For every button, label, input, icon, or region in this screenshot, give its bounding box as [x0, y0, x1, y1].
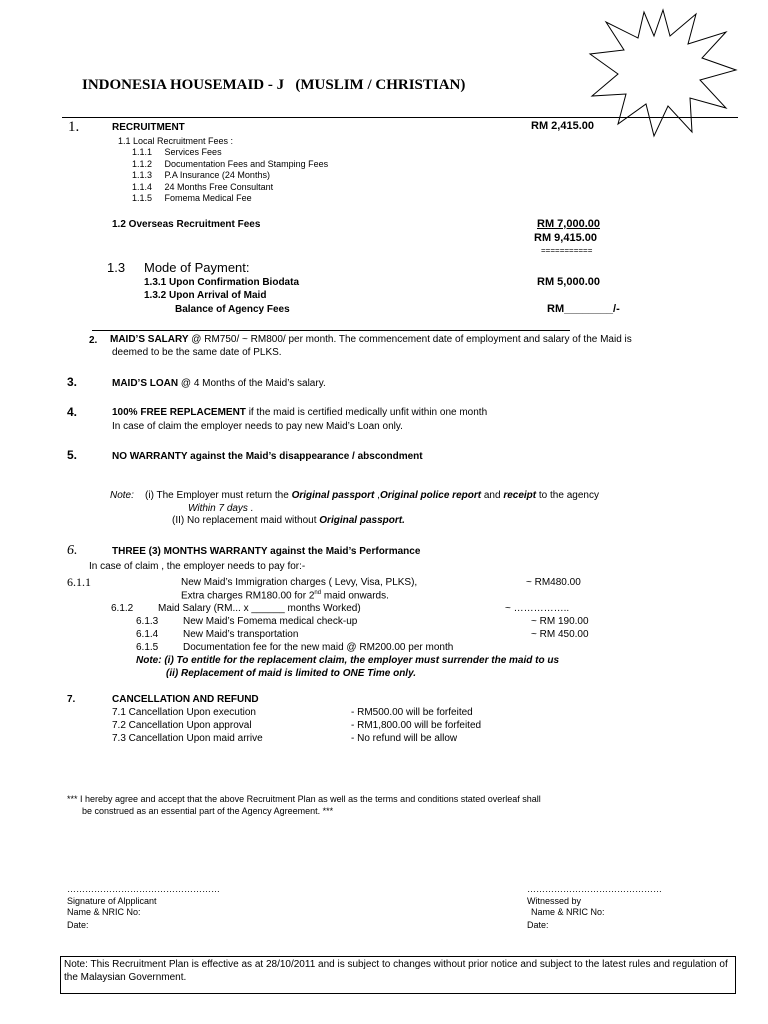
section-5-number: 5. [67, 448, 78, 462]
section-6-heading: THREE (3) MONTHS WARRANTY against the Maid’s Performance [112, 546, 421, 557]
section-6-intro: In case of claim , the employer needs to pay for:- [89, 561, 306, 572]
overseas-fees-amount: RM 7,000.00 [537, 218, 600, 230]
payment-1-label: 1.3.1 Upon Confirmation Biodata [144, 277, 300, 288]
local-fee-item: 1.1.2 Documentation Fees and Stamping Fees [132, 159, 329, 169]
section-2-line-2: deemed to be the same date of PLKS. [112, 347, 282, 358]
section-1-heading: RECRUITMENT [112, 122, 185, 133]
refund-row-label: 7.1 Cancellation Upon execution [112, 707, 256, 718]
payment-heading: Mode of Payment: [144, 260, 250, 275]
applicant-signature-line: …………………………………………… [67, 884, 220, 894]
section-3-number: 3. [67, 375, 78, 389]
note-5-line-1: Note: (i) The Employer must return the Original passport ,Original police report and receipt to the agency [110, 490, 599, 501]
refund-row-value: - RM500.00 will be forfeited [351, 707, 473, 718]
item-615-text: Documentation fee for the new maid @ RM200.00 per month [183, 642, 454, 653]
witness-date-label: Date: [527, 920, 549, 930]
item-611-extra: Extra charges RM180.00 for 2nd maid onwards. [181, 590, 389, 602]
footer-note-box [60, 956, 736, 994]
item-613-amount: ~ RM 190.00 [531, 616, 589, 627]
item-612-text: Maid Salary (RM... x ______ months Worked) [158, 603, 361, 614]
footer-note-text: Note: This Recruitment Plan is effective as at 28/10/2011 and is subject to changes without prior notice and subject to the latest rules and regulation of the Malaysian Government. [64, 959, 728, 983]
section-2-line: MAID’S SALARY @ RM750/ ~ RM800/ per month. The commencement date of employment and salary of the Maid is [110, 334, 632, 345]
item-614-text: New Maid’s transportation [183, 629, 299, 640]
witness-name-label: Name & NRIC No: [531, 907, 605, 917]
section-6-note-2: (ii) Replacement of maid is limited to ONE Time only. [166, 668, 417, 679]
section-7-number: 7. [67, 694, 76, 705]
header-divider [62, 117, 738, 118]
item-612-number: 6.1.2 [111, 603, 134, 614]
page-title: INDONESIA HOUSEMAID - J (MUSLIM / CHRISTIAN) [82, 77, 466, 93]
item-615-number: 6.1.5 [136, 642, 159, 653]
agreement-line-1: *** I hereby agree and accept that the above Recruitment Plan as well as the terms and conditions stated overleaf shall [67, 794, 541, 804]
item-611-number: 6.1.1 [67, 575, 91, 589]
item-614-amount: ~ RM 450.00 [531, 629, 589, 640]
note-5-line-2: Within 7 days . [188, 503, 254, 514]
section-5-heading: NO WARRANTY against the Maid’s disappearance / abscondment [112, 451, 423, 462]
payment-1-amount: RM 5,000.00 [537, 276, 600, 288]
total-amount: RM 9,415.00 [534, 232, 597, 244]
witness-signature-line: ……………………………………… [527, 884, 662, 894]
applicant-date-label: Date: [67, 920, 89, 930]
local-fee-item: 1.1.1 Services Fees [132, 147, 222, 157]
section-4-line-2: In case of claim the employer needs to pay new Maid’s Loan only. [112, 421, 403, 432]
witness-label: Witnessed by [527, 896, 582, 906]
balance-amount: RM________/- [547, 303, 620, 315]
local-fee-item: 1.1.3 P.A Insurance (24 Months) [132, 170, 270, 180]
section-7-heading: CANCELLATION AND REFUND [112, 694, 259, 705]
refund-row-value: - No refund will be allow [351, 733, 458, 744]
refund-row-label: 7.2 Cancellation Upon approval [112, 720, 252, 731]
refund-row-label: 7.3 Cancellation Upon maid arrive [112, 733, 263, 744]
note-5-line-3: (II) No replacement maid without Original passport. [172, 515, 405, 526]
section-3-line: MAID’S LOAN @ 4 Months of the Maid’s salary. [112, 378, 326, 389]
section-divider [92, 330, 570, 331]
applicant-name-label: Name & NRIC No: [67, 907, 141, 917]
section-4-line: 100% FREE REPLACEMENT if the maid is certified medically unfit within one month [112, 407, 488, 418]
applicant-signature-label: Signature of Alpplicant [67, 896, 157, 906]
balance-label: Balance of Agency Fees [175, 304, 290, 315]
item-611-text: New Maid’s Immigration charges ( Levy, Visa, PLKS), [181, 577, 418, 588]
payment-2-label: 1.3.2 Upon Arrival of Maid [144, 290, 267, 301]
agreement-line-2: be construed as an essential part of the Agency Agreement. *** [82, 806, 334, 816]
local-fee-item: 1.1.4 24 Months Free Consultant [132, 182, 274, 192]
overseas-fees-label: 1.2 Overseas Recruitment Fees [112, 219, 261, 230]
item-614-number: 6.1.4 [136, 629, 159, 640]
section-4-number: 4. [67, 405, 78, 419]
section-2-number: 2. [89, 335, 98, 346]
item-613-number: 6.1.3 [136, 616, 159, 627]
refund-row-value: - RM1,800.00 will be forfeited [351, 720, 482, 731]
recruitment-amount: RM 2,415.00 [531, 120, 594, 132]
section-6-note-1: Note: (i) To entitle for the replacement claim, the employer must surrender the maid to us [136, 655, 560, 666]
section-1-number: 1. [68, 119, 80, 135]
starburst-shape [588, 8, 738, 138]
item-611-amount: ~ RM480.00 [526, 577, 581, 588]
total-double-rule: =========== [541, 246, 593, 255]
item-613-text: New Maid’s Fomema medical check-up [183, 616, 358, 627]
local-fee-item: 1.1.5 Fomema Medical Fee [132, 193, 252, 203]
section-6-number: 6. [67, 543, 78, 558]
payment-number: 1.3 [107, 260, 126, 275]
item-612-amount: ~ …………….. [505, 603, 570, 614]
local-fees-label: 1.1 Local Recruitment Fees : [118, 136, 234, 146]
